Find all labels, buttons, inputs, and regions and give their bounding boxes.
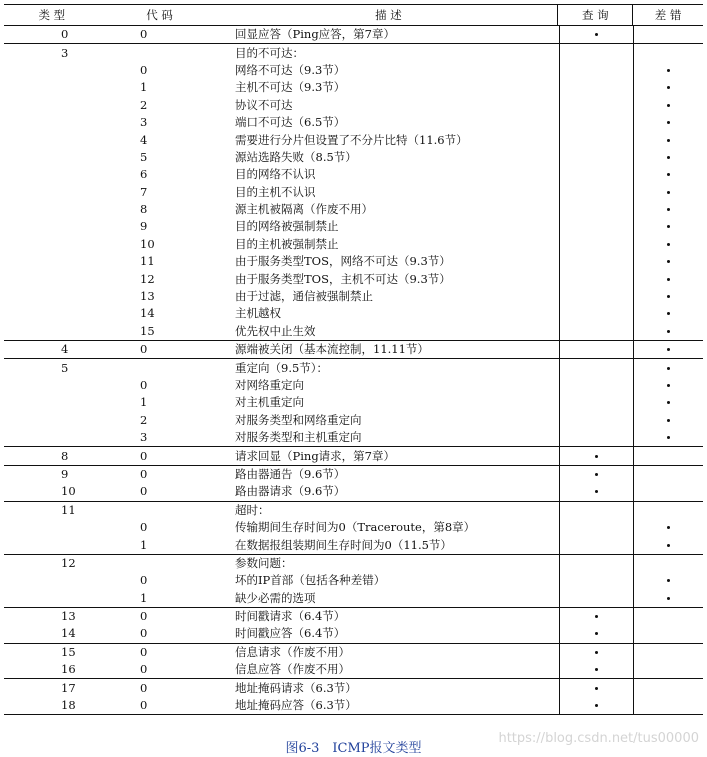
- query-cell: [559, 466, 633, 483]
- query-mark-dot: [595, 632, 598, 635]
- query-cell: [559, 341, 633, 358]
- error-cell: [633, 288, 703, 305]
- error-mark-dot: [667, 419, 670, 422]
- error-mark-dot: [667, 243, 670, 246]
- error-mark-dot: [667, 139, 670, 142]
- table-row: [4, 466, 703, 483]
- code-cell: 5: [140, 149, 148, 164]
- error-cell: [633, 625, 703, 642]
- code-cell: [100, 359, 220, 376]
- query-cell: [559, 79, 633, 96]
- error-mark-dot: [667, 295, 670, 298]
- table-row: [4, 572, 703, 589]
- type-cell: 3: [61, 45, 69, 60]
- row-group: [4, 679, 703, 715]
- code-cell: 0: [140, 448, 148, 463]
- table-row: [4, 447, 703, 464]
- table-row: [4, 97, 703, 114]
- query-cell: [559, 679, 633, 696]
- error-cell: [633, 429, 703, 446]
- error-cell: [633, 270, 703, 287]
- error-cell: [633, 323, 703, 340]
- table-row: [4, 608, 703, 625]
- description-cell: 信息请求（作废不用）: [235, 644, 350, 659]
- type-cell: 17: [61, 680, 76, 695]
- error-cell: [633, 79, 703, 96]
- error-cell: [633, 502, 703, 519]
- query-cell: [559, 412, 633, 429]
- query-cell: [559, 608, 633, 625]
- description-cell: 源主机被隔离（作废不用）: [235, 202, 373, 217]
- query-cell: [559, 572, 633, 589]
- table-header: [4, 4, 703, 26]
- query-cell: [559, 236, 633, 253]
- code-cell: 1: [140, 80, 148, 95]
- query-cell: [559, 149, 633, 166]
- description-cell: 目的不可达：: [235, 45, 304, 60]
- error-mark-dot: [667, 104, 670, 107]
- description-cell: 端口不可达（6.5节）: [235, 115, 346, 130]
- table-row: [4, 323, 703, 340]
- row-group: [4, 44, 703, 341]
- error-cell: [633, 555, 703, 572]
- table-row: [4, 590, 703, 607]
- type-cell: [4, 572, 100, 589]
- type-cell: [4, 62, 100, 79]
- description-cell: 坏的IP首部（包括各种差错）: [235, 573, 386, 588]
- description-cell: 信息应答（作废不用）: [235, 662, 350, 677]
- code-cell: 0: [140, 662, 148, 677]
- query-mark-dot: [595, 33, 598, 36]
- error-cell: [633, 466, 703, 483]
- type-cell: 18: [61, 698, 76, 713]
- type-cell: [4, 97, 100, 114]
- table-row: [4, 270, 703, 287]
- type-cell: [4, 184, 100, 201]
- query-cell: [559, 536, 633, 553]
- table-body: [4, 26, 703, 715]
- type-cell: [4, 590, 100, 607]
- row-group: [4, 447, 703, 465]
- description-cell: 路由器通告（9.6节）: [235, 466, 346, 481]
- table-row: [4, 288, 703, 305]
- error-cell: [633, 26, 703, 43]
- watermark: https://blog.csdn.net/tus00000: [498, 731, 699, 746]
- query-cell: [559, 323, 633, 340]
- error-mark-dot: [667, 225, 670, 228]
- code-cell: 0: [140, 609, 148, 624]
- description-cell: 协议不可达: [235, 97, 293, 112]
- code-cell: [100, 44, 220, 61]
- table-row: [4, 377, 703, 394]
- description-cell: 传输期间生存时间为0（Traceroute，第8章）: [235, 520, 476, 535]
- table-row: [4, 149, 703, 166]
- query-cell: [559, 288, 633, 305]
- description-cell: 回显应答（Ping应答，第7章）: [235, 27, 395, 42]
- description-cell: 源站选路失败（8.5节）: [235, 149, 357, 164]
- query-cell: [559, 502, 633, 519]
- query-mark-dot: [595, 668, 598, 671]
- description-cell: 地址掩码应答（6.3节）: [235, 698, 357, 713]
- type-cell: [4, 412, 100, 429]
- error-mark-dot: [667, 526, 670, 529]
- table-row: [4, 218, 703, 235]
- query-cell: [559, 253, 633, 270]
- type-cell: [4, 323, 100, 340]
- description-cell: 由于过滤，通信被强制禁止: [235, 289, 373, 304]
- code-cell: 0: [140, 62, 148, 77]
- error-cell: [633, 679, 703, 696]
- error-cell: [633, 184, 703, 201]
- error-cell: [633, 359, 703, 376]
- error-mark-dot: [667, 597, 670, 600]
- type-cell: [4, 114, 100, 131]
- table-row: [4, 44, 703, 61]
- query-cell: [559, 377, 633, 394]
- description-cell: 对服务类型和主机重定向: [235, 430, 362, 445]
- row-group: [4, 359, 703, 447]
- error-cell: [633, 644, 703, 661]
- code-cell: 0: [140, 378, 148, 392]
- error-mark-dot: [667, 367, 670, 370]
- table-row: [4, 359, 703, 376]
- type-cell: 9: [61, 466, 69, 481]
- description-cell: 对主机重定向: [235, 395, 304, 410]
- description-cell: 目的网络被强制禁止: [235, 219, 339, 234]
- type-cell: [4, 236, 100, 253]
- code-cell: 14: [140, 306, 155, 321]
- type-cell: [4, 166, 100, 183]
- error-mark-dot: [667, 86, 670, 89]
- description-cell: 网络不可达（9.3节）: [235, 62, 346, 77]
- query-cell: [559, 661, 633, 678]
- code-cell: 0: [140, 644, 148, 659]
- code-cell: 13: [140, 289, 155, 304]
- query-mark-dot: [595, 704, 598, 707]
- error-cell: [633, 519, 703, 536]
- row-group: [4, 644, 703, 680]
- description-cell: 对网络重定向: [235, 378, 304, 392]
- code-cell: [100, 555, 220, 572]
- code-cell: 8: [140, 202, 148, 217]
- type-cell: [4, 253, 100, 270]
- error-mark-dot: [667, 544, 670, 547]
- code-cell: 0: [140, 27, 148, 42]
- table-row: [4, 253, 703, 270]
- description-cell: 需要进行分片但设置了不分片比特（11.6节）: [235, 132, 468, 147]
- table-row: [4, 429, 703, 446]
- query-cell: [559, 218, 633, 235]
- error-cell: [633, 44, 703, 61]
- table-row: [4, 394, 703, 411]
- table-row: [4, 62, 703, 79]
- type-cell: 14: [61, 626, 76, 641]
- figure-caption: 图6-3 ICMP报文类型: [285, 741, 422, 756]
- type-cell: [4, 519, 100, 536]
- error-mark-dot: [667, 173, 670, 176]
- query-cell: [559, 97, 633, 114]
- error-cell: [633, 114, 703, 131]
- table-row: [4, 625, 703, 642]
- type-cell: 11: [61, 502, 76, 517]
- query-cell: [559, 429, 633, 446]
- error-cell: [633, 608, 703, 625]
- query-cell: [559, 359, 633, 376]
- code-cell: 1: [140, 590, 148, 605]
- error-cell: [633, 62, 703, 79]
- table-row: [4, 519, 703, 536]
- error-cell: [633, 149, 703, 166]
- error-cell: [633, 412, 703, 429]
- description-cell: 参数问题：: [235, 555, 293, 570]
- type-cell: 10: [61, 484, 76, 499]
- error-mark-dot: [667, 191, 670, 194]
- code-cell: 0: [140, 626, 148, 641]
- query-cell: [559, 26, 633, 43]
- code-cell: 0: [140, 680, 148, 695]
- code-cell: 2: [140, 412, 148, 427]
- description-cell: 由于服务类型TOS，主机不可达（9.3节）: [235, 271, 451, 286]
- code-cell: 3: [140, 430, 148, 445]
- error-cell: [633, 218, 703, 235]
- header-type: 类 型: [38, 8, 66, 22]
- code-cell: 9: [140, 219, 148, 234]
- code-cell: 0: [140, 466, 148, 481]
- type-cell: [4, 149, 100, 166]
- error-cell: [633, 236, 703, 253]
- description-cell: 在数据报组装期间生存时间为0（11.5节）: [235, 537, 452, 552]
- code-cell: 12: [140, 271, 155, 286]
- row-group: [4, 555, 703, 608]
- query-cell: [559, 483, 633, 500]
- query-cell: [559, 644, 633, 661]
- type-cell: [4, 79, 100, 96]
- query-cell: [559, 519, 633, 536]
- table-row: [4, 201, 703, 218]
- description-cell: 目的主机不认识: [235, 184, 316, 199]
- error-cell: [633, 590, 703, 607]
- type-cell: [4, 270, 100, 287]
- table-row: [4, 502, 703, 519]
- error-cell: [633, 305, 703, 322]
- query-mark-dot: [595, 651, 598, 654]
- code-cell: 0: [140, 520, 148, 535]
- code-cell: 6: [140, 167, 148, 182]
- table-row: [4, 697, 703, 714]
- icmp-message-type-table: [4, 4, 703, 715]
- error-cell: [633, 201, 703, 218]
- error-mark-dot: [667, 69, 670, 72]
- query-cell: [559, 697, 633, 714]
- description-cell: 时间戳应答（6.4节）: [235, 626, 346, 641]
- table-row: [4, 114, 703, 131]
- description-cell: 主机不可达（9.3节）: [235, 80, 346, 95]
- type-cell: [4, 131, 100, 148]
- type-cell: 8: [61, 448, 69, 463]
- description-cell: 主机越权: [235, 306, 281, 321]
- code-cell: 0: [140, 698, 148, 713]
- table-row: [4, 305, 703, 322]
- header-description: 描 述: [375, 8, 402, 22]
- table-row: [4, 184, 703, 201]
- type-cell: [4, 201, 100, 218]
- error-mark-dot: [667, 436, 670, 439]
- query-cell: [559, 394, 633, 411]
- type-cell: [4, 394, 100, 411]
- description-cell: 请求回显（Ping请求，第7章）: [235, 448, 395, 463]
- type-cell: 4: [61, 342, 69, 357]
- code-cell: 1: [140, 395, 148, 410]
- error-mark-dot: [667, 260, 670, 263]
- code-cell: 11: [140, 254, 155, 269]
- error-cell: [633, 572, 703, 589]
- description-cell: 时间戳请求（6.4节）: [235, 609, 346, 624]
- query-cell: [559, 184, 633, 201]
- query-cell: [559, 114, 633, 131]
- header-code: 代 码: [146, 8, 173, 22]
- table-row: [4, 131, 703, 148]
- error-mark-dot: [667, 579, 670, 582]
- description-cell: 地址掩码请求（6.3节）: [235, 680, 357, 695]
- description-cell: 重定向（9.5节）：: [235, 360, 329, 375]
- query-cell: [559, 201, 633, 218]
- type-cell: 5: [61, 360, 69, 375]
- code-cell: 0: [140, 484, 148, 499]
- type-cell: 0: [61, 27, 69, 42]
- error-mark-dot: [667, 348, 670, 351]
- error-cell: [633, 97, 703, 114]
- query-cell: [559, 590, 633, 607]
- query-mark-dot: [595, 455, 598, 458]
- error-cell: [633, 697, 703, 714]
- row-group: [4, 26, 703, 44]
- query-cell: [559, 305, 633, 322]
- table-row: [4, 555, 703, 572]
- row-group: [4, 502, 703, 555]
- error-cell: [633, 166, 703, 183]
- code-cell: 15: [140, 323, 155, 338]
- description-cell: 对服务类型和网络重定向: [235, 412, 362, 427]
- query-cell: [559, 166, 633, 183]
- table-row: [4, 79, 703, 96]
- query-cell: [559, 625, 633, 642]
- query-cell: [559, 447, 633, 464]
- row-group: [4, 608, 703, 644]
- type-cell: 16: [61, 662, 76, 677]
- table-row: [4, 236, 703, 253]
- description-cell: 源端被关闭（基本流控制，11.11节）: [235, 342, 429, 357]
- error-mark-dot: [667, 121, 670, 124]
- error-cell: [633, 131, 703, 148]
- description-cell: 缺少必需的选项: [235, 590, 316, 605]
- table-row: [4, 412, 703, 429]
- error-cell: [633, 394, 703, 411]
- query-mark-dot: [595, 615, 598, 618]
- error-cell: [633, 661, 703, 678]
- description-cell: 优先权中止生效: [235, 323, 316, 338]
- type-cell: [4, 536, 100, 553]
- type-cell: [4, 218, 100, 235]
- query-mark-dot: [595, 490, 598, 493]
- query-cell: [559, 62, 633, 79]
- table-row: [4, 26, 703, 43]
- description-cell: 由于服务类型TOS，网络不可达（9.3节）: [235, 254, 451, 269]
- table-row: [4, 679, 703, 696]
- error-mark-dot: [667, 401, 670, 404]
- table-row: [4, 341, 703, 358]
- table-row: [4, 644, 703, 661]
- code-cell: 2: [140, 97, 148, 112]
- type-cell: [4, 377, 100, 394]
- error-mark-dot: [667, 312, 670, 315]
- code-cell: 10: [140, 236, 155, 251]
- query-mark-dot: [595, 473, 598, 476]
- table-row: [4, 483, 703, 500]
- code-cell: 0: [140, 573, 148, 588]
- type-cell: 12: [61, 555, 76, 570]
- description-cell: 目的主机被强制禁止: [235, 236, 339, 251]
- error-cell: [633, 483, 703, 500]
- query-cell: [559, 270, 633, 287]
- error-cell: [633, 253, 703, 270]
- error-cell: [633, 536, 703, 553]
- query-cell: [559, 131, 633, 148]
- error-mark-dot: [667, 156, 670, 159]
- code-cell: 0: [140, 342, 148, 357]
- code-cell: 3: [140, 115, 148, 130]
- row-group: [4, 341, 703, 359]
- code-cell: 1: [140, 537, 148, 552]
- error-mark-dot: [667, 208, 670, 211]
- type-cell: [4, 429, 100, 446]
- type-cell: 15: [61, 644, 76, 659]
- error-cell: [633, 341, 703, 358]
- header-query: 查 询: [557, 5, 632, 25]
- type-cell: [4, 305, 100, 322]
- code-cell: [100, 502, 220, 519]
- error-mark-dot: [667, 330, 670, 333]
- code-cell: 4: [140, 132, 148, 147]
- header-error: 差 错: [632, 5, 703, 25]
- row-group: [4, 466, 703, 502]
- error-mark-dot: [667, 384, 670, 387]
- error-mark-dot: [667, 278, 670, 281]
- type-cell: [4, 288, 100, 305]
- error-cell: [633, 447, 703, 464]
- table-row: [4, 166, 703, 183]
- query-cell: [559, 44, 633, 61]
- table-row: [4, 536, 703, 553]
- error-cell: [633, 377, 703, 394]
- type-cell: 13: [61, 609, 76, 624]
- description-cell: 超时：: [235, 502, 270, 517]
- description-cell: 目的网络不认识: [235, 167, 316, 182]
- query-mark-dot: [595, 687, 598, 690]
- code-cell: 7: [140, 184, 148, 199]
- table-row: [4, 661, 703, 678]
- description-cell: 路由器请求（9.6节）: [235, 484, 346, 499]
- query-cell: [559, 555, 633, 572]
